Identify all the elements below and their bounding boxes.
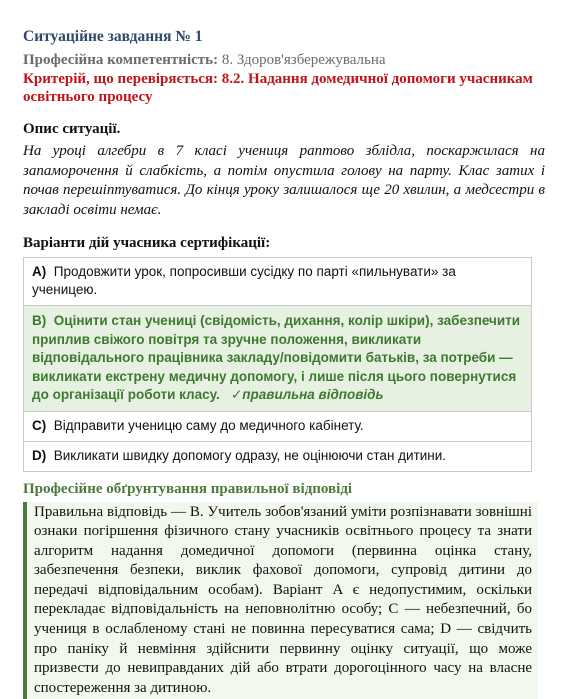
situation-text: На уроці алгебри в 7 класі учениця раптово зблідла, поскаржилася на запаморочення й слабкість, а потім опустила голову на парту. Клас затих і почав перешіптуватися. До кінця уроку залишалося ще 20 хвилин, а медсестри в закладі освіти немає. <box>23 142 545 220</box>
competence-label: Професійна компетентність: <box>23 52 218 68</box>
option-c <box>24 412 531 442</box>
correct-answer-mark: ✓правильна відповідь <box>231 387 384 402</box>
option-text: Продовжити урок, попросивши сусідку по парті «пильнувати» за ученицею. <box>32 264 456 297</box>
situation-heading: Опис ситуації. <box>23 119 545 139</box>
option-d <box>24 442 531 471</box>
option-letter: A) <box>32 264 46 279</box>
options-table <box>23 257 532 472</box>
option-b-correct <box>24 306 531 412</box>
option-text: Відправити ученицю саму до медичного кабінету. <box>54 418 364 433</box>
justification-heading: Професійне обґрунтування правильної відповіді <box>23 479 545 499</box>
option-letter: B) <box>32 313 46 328</box>
criterion-line: Критерій, що перевіряється: 8.2. Надання домедичної допомоги учасникам освітнього процесу <box>23 70 545 106</box>
option-letter: C) <box>32 418 46 433</box>
competence-value: 8. Здоров'язбережувальна <box>222 52 386 68</box>
competence-line <box>23 50 545 70</box>
task-title: Ситуаційне завдання № 1 <box>23 27 545 47</box>
options-heading: Варіанти дій учасника сертифікації: <box>23 233 545 253</box>
option-a <box>24 258 531 306</box>
justification-text: Правильна відповідь — B. Учитель зобов'язаний уміти розпізнавати зовнішні ознаки погіршення фізичного стану учасників освітнього процесу та знати алгоритм надання домедичної допомоги (первинна оцінка стану, забезпечення безпеки, виклик фахової допомоги, супровід дитини до передачі відповідальним особам). Варіант A є недопустимим, оскільки перекладає відповідальність на неповнолітню особу; C — небезпечний, бо учениця в ослабленому стані не повинна пересуватися сама; D — свідчить про паніку й невміння здійснити первинну оцінку ситуації, що може призвести до невиправданих дій або втрати дорогоцінного часу на власне спостереження за дитиною. <box>23 502 538 699</box>
option-text: Викликати швидку допомогу одразу, не оцінюючи стан дитини. <box>54 448 446 463</box>
option-text: Оцінити стан учениці (свідомість, дихання, колір шкіри), забезпечити приплив свіжого повітря та зручне положення, викликати відповідального працівника закладу/повідомити батьків, за потреби — викликати екстрену медичну допомогу, і лише після цього повернутися до організації роботи класу. <box>32 313 520 402</box>
option-letter: D) <box>32 448 46 463</box>
